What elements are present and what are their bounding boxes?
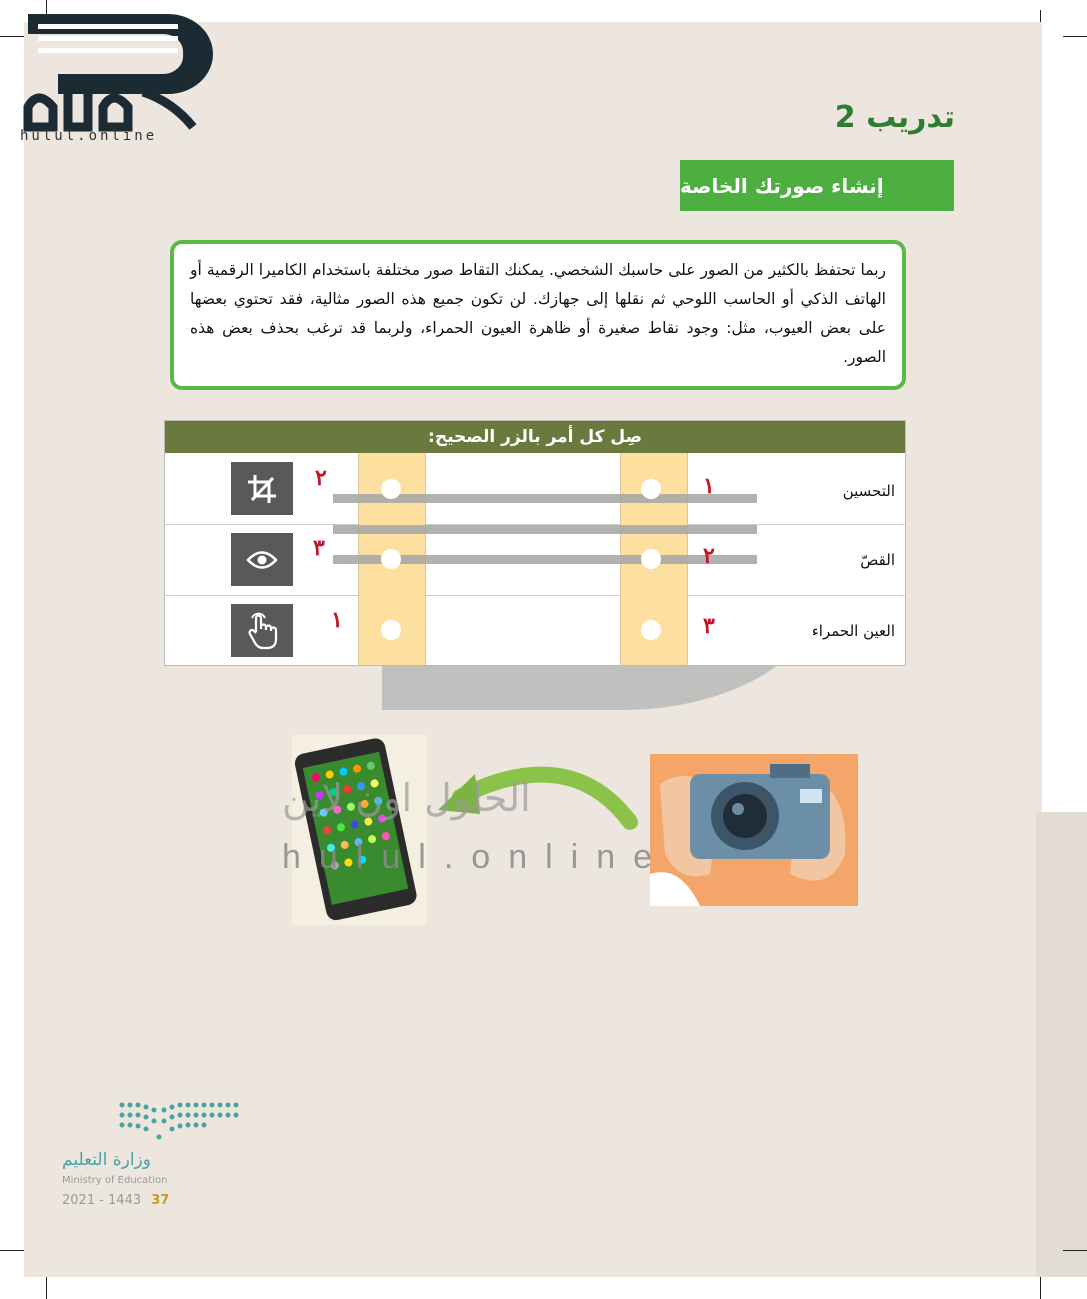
connect-dot[interactable] [381, 479, 401, 499]
year-text: 2021 - 1443 [62, 1193, 142, 1208]
crop-mark [1040, 1277, 1041, 1299]
command-label: العين الحمراء [811, 622, 895, 640]
answer-number: ٣ [313, 535, 325, 561]
connect-dot[interactable] [381, 549, 401, 569]
table-heading: صِل كل أمر بالزر الصحيح: [165, 421, 905, 453]
page-number: 37 [151, 1193, 170, 1208]
red-eye-button[interactable] [231, 533, 293, 586]
crop-mark [0, 1250, 24, 1251]
crop-icon [246, 473, 278, 505]
answer-number: ١ [331, 607, 343, 633]
logo-url: hulul.online [20, 128, 158, 144]
answer-number: ٣ [703, 613, 715, 639]
ministry-logo [60, 1095, 240, 1145]
connect-dot[interactable] [381, 620, 401, 640]
watermark-line [333, 525, 757, 534]
page-title: تدريب 2 [834, 100, 955, 135]
watermark-latin: hulul.online [282, 838, 671, 876]
crop-button[interactable] [231, 462, 293, 515]
edition-year [62, 1193, 169, 1208]
answer-number: ٢ [703, 543, 715, 569]
smartphone-image [292, 735, 427, 925]
intro-box [170, 240, 906, 390]
crop-mark [1063, 36, 1087, 37]
row-divider [165, 595, 905, 596]
enhance-button[interactable] [231, 604, 293, 657]
answer-number: ١ [703, 473, 715, 499]
intro-text: ربما تحتفظ بالكثير من الصور على حاسبك الشخصي. يمكنك التقاط صور مختلفة باستخدام الكاميرا الرقمية أو الهاتف الذكي أو الحاسب اللوحي ثم نقلها إلى جهازك. لن تكون جميع هذه الصور مثالية، فقد تحتوي بعضها على بعض العيوب، مثل: وجود نقاط صغيرة أو ظاهرة العيون الحمراء، ولربما قد ترغب بحذف بعض هذه الصور. [190, 261, 886, 366]
watermark-arabic: الحلول اون لاين [282, 776, 531, 820]
connect-dot[interactable] [641, 549, 661, 569]
camera-image [650, 754, 858, 906]
ministry-name-en: Ministry of Education [62, 1175, 168, 1186]
command-label: القصّ [860, 551, 895, 569]
eye-icon [246, 549, 278, 571]
connect-dot[interactable] [641, 479, 661, 499]
answer-number: ٢ [315, 465, 327, 491]
crop-mark [46, 1277, 47, 1299]
section-subtitle: إنشاء صورتك الخاصة [680, 160, 954, 211]
ministry-name-ar: وزارة التعليم [62, 1150, 151, 1170]
connect-dot[interactable] [641, 620, 661, 640]
matching-table [164, 420, 906, 666]
crop-mark [1063, 1250, 1087, 1251]
side-tab [1036, 812, 1087, 1277]
crop-mark [1040, 10, 1041, 22]
touch-hand-icon [246, 612, 278, 650]
command-label: التحسين [842, 482, 895, 500]
